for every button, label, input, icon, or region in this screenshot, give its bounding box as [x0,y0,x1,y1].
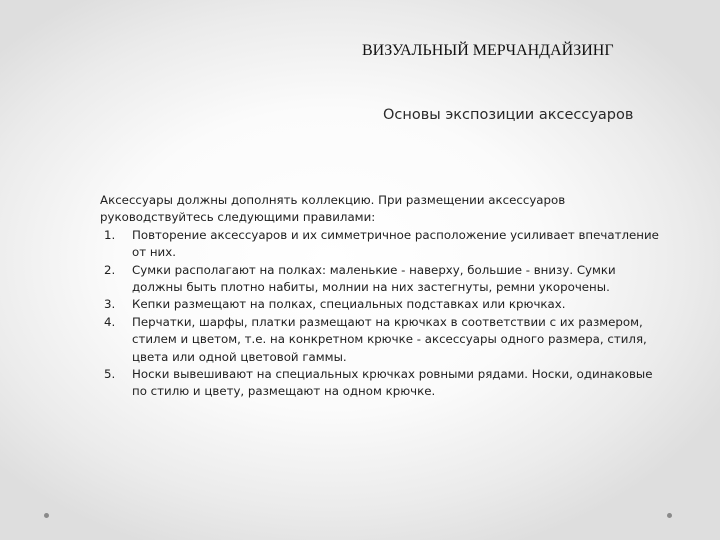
list-item [100,262,670,297]
decorative-dot-right [667,513,672,518]
list-item-number: 5. [104,367,116,382]
slide-title: ВИЗУАЛЬНЫЙ МЕРЧАНДАЙЗИНГ [362,42,614,59]
slide-body [100,192,670,401]
decorative-dot-left [44,513,49,518]
list-item-text: Сумки располагают на полках: маленькие - наверху, большие - внизу. Сумки должны быть плотно набиты, молнии на них застегнуты, ремни укорочены. [132,262,616,295]
list-item-text: Повторение аксессуаров и их симметричное расположение усиливает впечатление от них. [132,227,659,260]
list-item-number: 2. [104,262,116,277]
list-item [100,366,670,401]
list-item-number: 3. [104,297,116,312]
list-item-text: Носки вывешивают на специальных крючках ровными рядами. Носки, одинаковые по стилю и цвету, размещают на одном крючке. [132,367,653,399]
list-item [100,314,670,366]
intro-paragraph: Аксессуары должны дополнять коллекцию. При размещении аксессуаров руководствуйтесь следующими правилами: [100,193,566,225]
list-item-number: 1. [104,227,116,242]
list-item-text: Перчатки, шарфы, платки размещают на крючках в соответствии с их размером, стилем и цветом, т.е. на конкретном крючке - аксессуары одного размера, стиля, цвета или одной цветовой гаммы. [132,314,647,364]
list-item [100,296,670,313]
rules-list [100,227,670,401]
list-item [100,227,670,262]
list-item-number: 4. [104,314,116,329]
slide-subtitle: Основы экспозиции аксессуаров [383,107,634,123]
list-item-text: Кепки размещают на полках, специальных подставках или крючках. [132,297,566,312]
